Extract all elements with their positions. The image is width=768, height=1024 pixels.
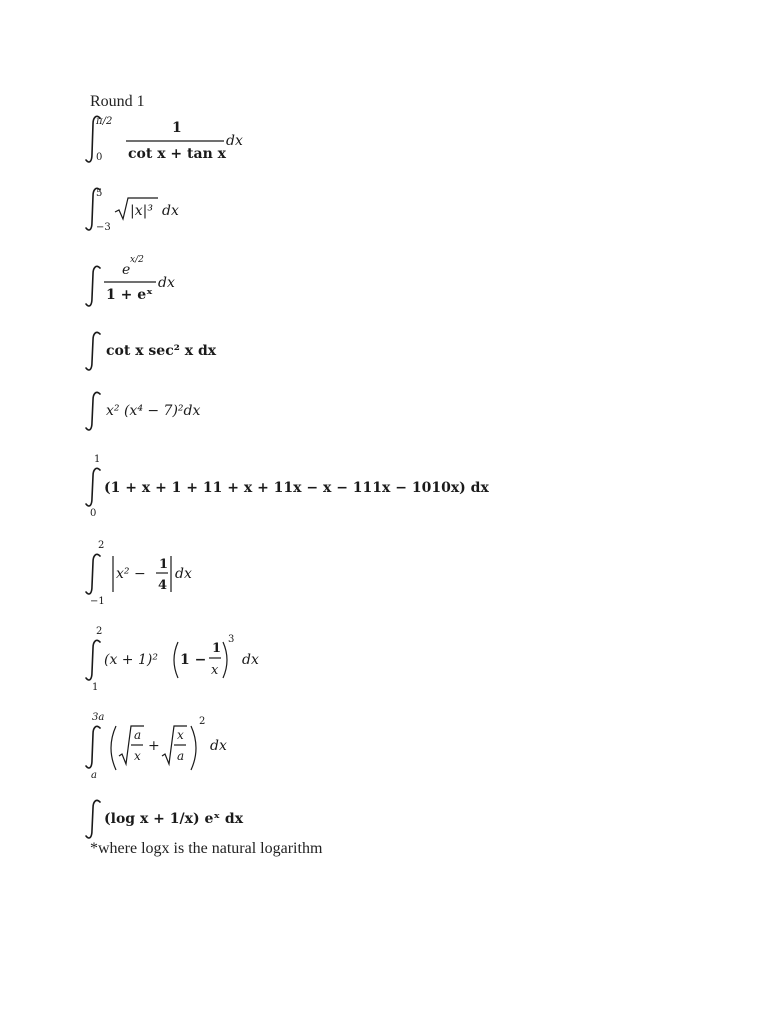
numerator: 1: [212, 641, 222, 656]
integral-sign: [86, 392, 100, 430]
integral-1: [86, 112, 286, 168]
upper-limit: π/2: [96, 116, 113, 127]
numerator-2: x: [177, 728, 184, 742]
paren-right: [223, 642, 227, 678]
numerator-1: a: [134, 728, 142, 742]
differential: dx: [158, 275, 175, 291]
differential: dx: [162, 203, 179, 219]
integral-sign: [86, 332, 100, 370]
denominator-2: a: [177, 749, 185, 763]
upper-limit: 2: [96, 626, 103, 637]
integrand: x² (x⁴ − 7)²dx: [106, 403, 201, 419]
integral-6: [86, 452, 506, 520]
integral-10: [86, 798, 286, 842]
paren-left: [111, 726, 116, 770]
integral-2: [86, 184, 246, 236]
denominator: x: [211, 663, 219, 678]
integral-sign: [86, 554, 100, 594]
footnote: *where logx is the natural logarithm: [90, 840, 323, 857]
differential: dx: [210, 738, 227, 754]
integral-5: [86, 390, 266, 434]
denominator: cot x + tan x: [128, 146, 226, 162]
integral-sign: [86, 726, 100, 768]
term: x² −: [116, 566, 146, 582]
numerator: 1: [159, 557, 169, 572]
integral-sign: [86, 640, 100, 680]
denominator: 1 + eˣ: [106, 287, 153, 303]
lower-limit: 0: [96, 152, 103, 163]
lower-limit: 1: [92, 682, 99, 693]
lower-limit: −1: [90, 596, 105, 607]
integrand: cot x sec² x dx: [106, 343, 217, 359]
upper-limit: 3a: [92, 712, 105, 723]
radicand: |x|³: [130, 203, 153, 219]
integral-7: [86, 536, 226, 608]
integrand: (log x + 1/x) eˣ dx: [104, 811, 244, 827]
integral-sign: [86, 266, 100, 306]
differential: dx: [242, 652, 259, 668]
integral-sign: [86, 468, 100, 506]
upper-limit: 2: [98, 540, 105, 551]
paren-left: [174, 642, 178, 678]
denominator-1: x: [134, 749, 141, 763]
differential: dx: [175, 566, 192, 582]
integral-8: [86, 622, 286, 694]
lower-limit: −3: [96, 222, 111, 233]
differential: dx: [226, 133, 243, 149]
paren-right: [191, 726, 196, 770]
denominator: 4: [158, 578, 168, 593]
exponent: x/2: [130, 255, 144, 265]
integrand: (1 + x + 1 + 11 + x + 11x − x − 111x − 1010x) dx: [104, 480, 489, 496]
integral-3: [86, 250, 226, 310]
integral-4: [86, 330, 266, 374]
lower-limit: a: [91, 770, 97, 781]
round-heading: Round 1: [90, 93, 145, 110]
base: e: [122, 262, 131, 278]
integral-9: [86, 708, 266, 784]
inner-term: 1 −: [180, 652, 207, 668]
numerator: 1: [172, 120, 182, 136]
plus-sign: +: [148, 738, 160, 754]
integral-sign: [86, 800, 100, 838]
upper-limit: 5: [96, 188, 103, 199]
lower-limit: 0: [90, 508, 97, 519]
factor: (x + 1)²: [104, 652, 158, 668]
upper-limit: 1: [94, 454, 101, 465]
power: 3: [228, 634, 235, 645]
power: 2: [199, 716, 206, 727]
